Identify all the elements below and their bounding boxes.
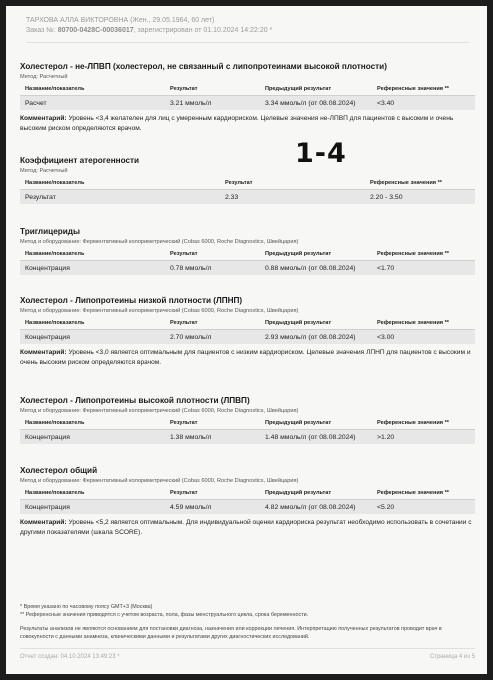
table-header-row: Название/показатель Результат Предыдущий результат Референсные значения ** <box>20 84 475 96</box>
section-triglycerides <box>20 227 475 275</box>
results-table <box>20 488 475 514</box>
section-total-cholesterol <box>20 466 475 538</box>
table-header-row: Название/показатель Результат Предыдущий результат Референсные значения ** <box>20 488 475 500</box>
results-table <box>20 178 475 204</box>
section-method: Метод и оборудование: Ферментативный колориметрический (Cobas 6000, Roche Diagnostics, Швейцария) <box>20 239 299 245</box>
table-row: Расчет 3.21 ммоль/л 3.34 ммоль/л (от 08.08.2024) <3.40 <box>20 96 475 111</box>
patient-header <box>26 16 469 36</box>
section-comment: Комментарий: Уровень <3,0 является оптимальным для пациентов с низким кардиориском. Целевые значения ЛПНП для пациентов с высоким и очень высоким риском определяются врачом. <box>20 349 471 366</box>
footnote-reference: ** Референсные значения приводятся с учетом возраста, пола, фазы менструального цикла, срока беременности. <box>20 612 309 618</box>
section-title: Холестерол - Липопротеины низкой плотности (ЛПНП) <box>20 296 243 305</box>
table-header-row: Название/показатель Результат Референсные значения ** <box>20 178 475 190</box>
section-method: Метод: Расчетный <box>20 74 68 80</box>
section-title: Холестерол - не-ЛПВП (холестерол, не связанный с липопротеинами высокой плотности) <box>20 62 387 71</box>
section-method: Метод: Расчетный <box>20 168 68 174</box>
results-table <box>20 318 475 344</box>
section-title: Холестерол общий <box>20 466 98 475</box>
patient-name: ТАРХОВА АЛЛА ВИКТОРОВНА (Жен., 29.05.1964, 60 лет) <box>26 17 215 24</box>
section-title: Коэффициент атерогенности <box>20 156 140 165</box>
section-ldl <box>20 296 475 368</box>
header-divider <box>26 42 469 43</box>
results-table <box>20 84 475 110</box>
section-method: Метод и оборудование: Ферментативный колориметрический (Cobas 6000, Roche Diagnostics, Швейцария) <box>20 478 299 484</box>
handwritten-stamp: 1-4 <box>295 138 347 169</box>
table-header-row: Название/показатель Результат Предыдущий результат Референсные значения ** <box>20 418 475 430</box>
footnote-time: * Время указано по часовому поясу GMT+3 (Москва) <box>20 604 153 610</box>
results-table <box>20 249 475 275</box>
footnotes <box>20 603 475 641</box>
footnote-disclaimer: Результаты анализов не являются основанием для постановки диагноза, назначения или коррекции лечения. Интерпретацию полученных результатов проводит врач в совокупности с данными анамнеза, клиническими данными и результатами других диагностических исследований. <box>20 626 442 640</box>
section-atherogenic <box>20 156 475 204</box>
footer-divider <box>20 648 475 649</box>
report-created: Отчет создан: 04.10.2024 13:49:23 * <box>20 654 120 660</box>
section-comment: Комментарий: Уровень <5,2 является оптимальным. Для индивидуальной оценки кардиориска результат необходимо использовать в сочетании с другими показателями (шкала SCORE). <box>20 519 472 536</box>
table-row: Концентрация 0.78 ммоль/л 0.88 ммоль/л (от 08.08.2024) <1.70 <box>20 261 475 276</box>
section-method: Метод и оборудование: Ферментативный колориметрический (Cobas 6000, Roche Diagnostics, Швейцария) <box>20 408 299 414</box>
table-row: Результат 2.33 2.20 - 3.50 <box>20 190 475 205</box>
section-method: Метод и оборудование: Ферментативный колориметрический (Cobas 6000, Roche Diagnostics, Швейцария) <box>20 308 299 314</box>
section-non-hdl <box>20 62 475 134</box>
section-title: Триглицериды <box>20 227 80 236</box>
order-info: Заказ №: 80700-0428С-00036017, зарегистрирован от 01.10.2024 14:22:20 * <box>26 27 273 34</box>
section-title: Холестерол - Липопротеины высокой плотности (ЛПВП) <box>20 396 250 405</box>
page-number: Страница 4 из 5 <box>430 654 475 660</box>
order-number: 80700-0428С-00036017 <box>57 27 134 34</box>
table-row: Концентрация 1.38 ммоль/л 1.48 ммоль/л (от 08.08.2024) >1.20 <box>20 430 475 445</box>
table-row: Концентрация 2.70 ммоль/л 2.93 ммоль/л (от 08.08.2024) <3.00 <box>20 330 475 345</box>
table-header-row: Название/показатель Результат Предыдущий результат Референсные значения ** <box>20 318 475 330</box>
table-row: Концентрация 4.59 ммоль/л 4.82 ммоль/л (от 08.08.2024) <5.20 <box>20 500 475 515</box>
section-comment: Комментарий: Уровень <3,4 желателен для лиц с умеренным кардиориском. Целевые значения не-ЛПВП для пациентов с высоким и очень высоким риском определяются врачом. <box>20 115 454 132</box>
results-table <box>20 418 475 444</box>
table-header-row: Название/показатель Результат Предыдущий результат Референсные значения ** <box>20 249 475 261</box>
page-footer <box>20 654 475 660</box>
section-hdl <box>20 396 475 444</box>
